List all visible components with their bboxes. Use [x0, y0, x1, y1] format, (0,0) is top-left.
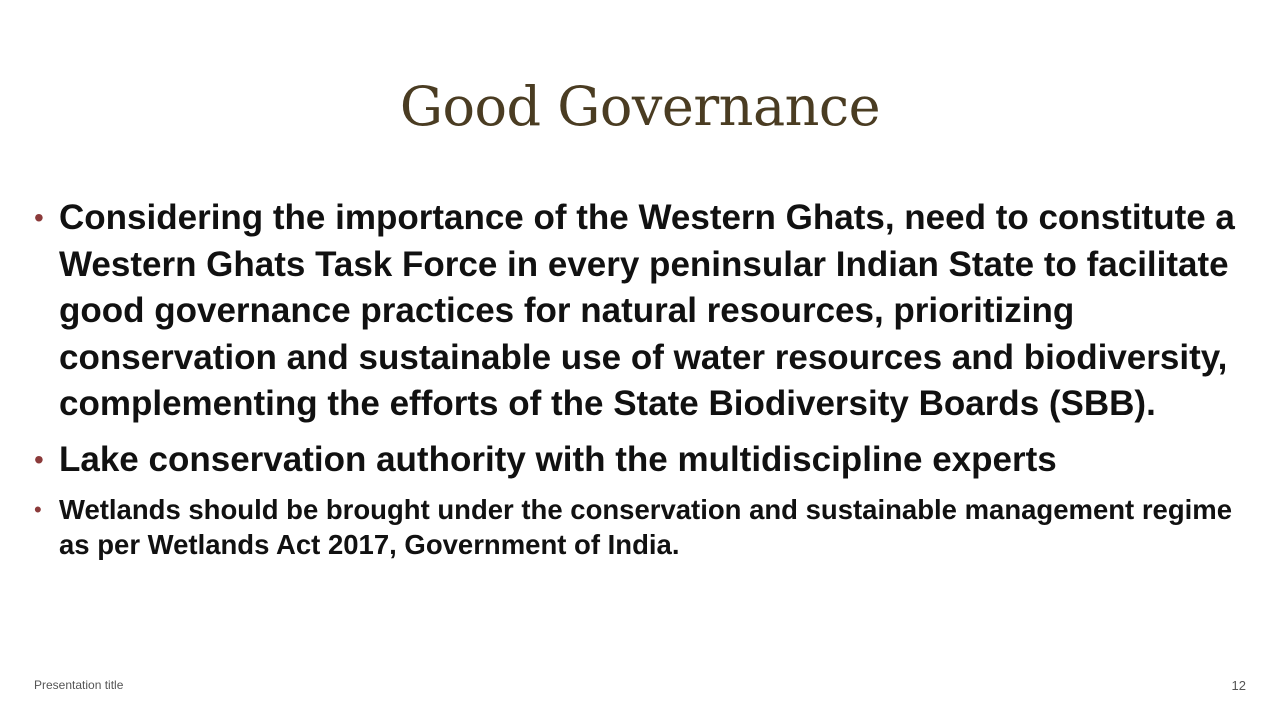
- page-number: 12: [1231, 678, 1246, 693]
- bullet-list: [34, 195, 1244, 562]
- bullet-text: Considering the importance of the Western Ghats, need to constitute a Western Ghats Task Force in every peninsular Indian State to facilitate good governance practices for natural resources, prioritizing conservation and sustainable use of water resources and biodiversity, complementing the efforts of the State Biodiversity Boards (SBB).: [59, 198, 1235, 423]
- bullet-marker: •: [34, 443, 44, 475]
- bullet-marker: •: [34, 497, 42, 522]
- bullet-item-task-force: [34, 195, 1244, 428]
- bullet-text: Lake conservation authority with the multidiscipline experts: [59, 439, 1057, 479]
- slide-title: Good Governance: [399, 75, 881, 138]
- bullet-text: Wetlands should be brought under the conservation and sustainable management regime as per Wetlands Act 2017, Government of India.: [59, 494, 1233, 560]
- footer-presentation-title: Presentation title: [34, 678, 124, 692]
- bullet-marker: •: [34, 202, 44, 233]
- bullet-item-wetlands: [34, 492, 1244, 562]
- bullet-item-lake-authority: [34, 437, 1244, 484]
